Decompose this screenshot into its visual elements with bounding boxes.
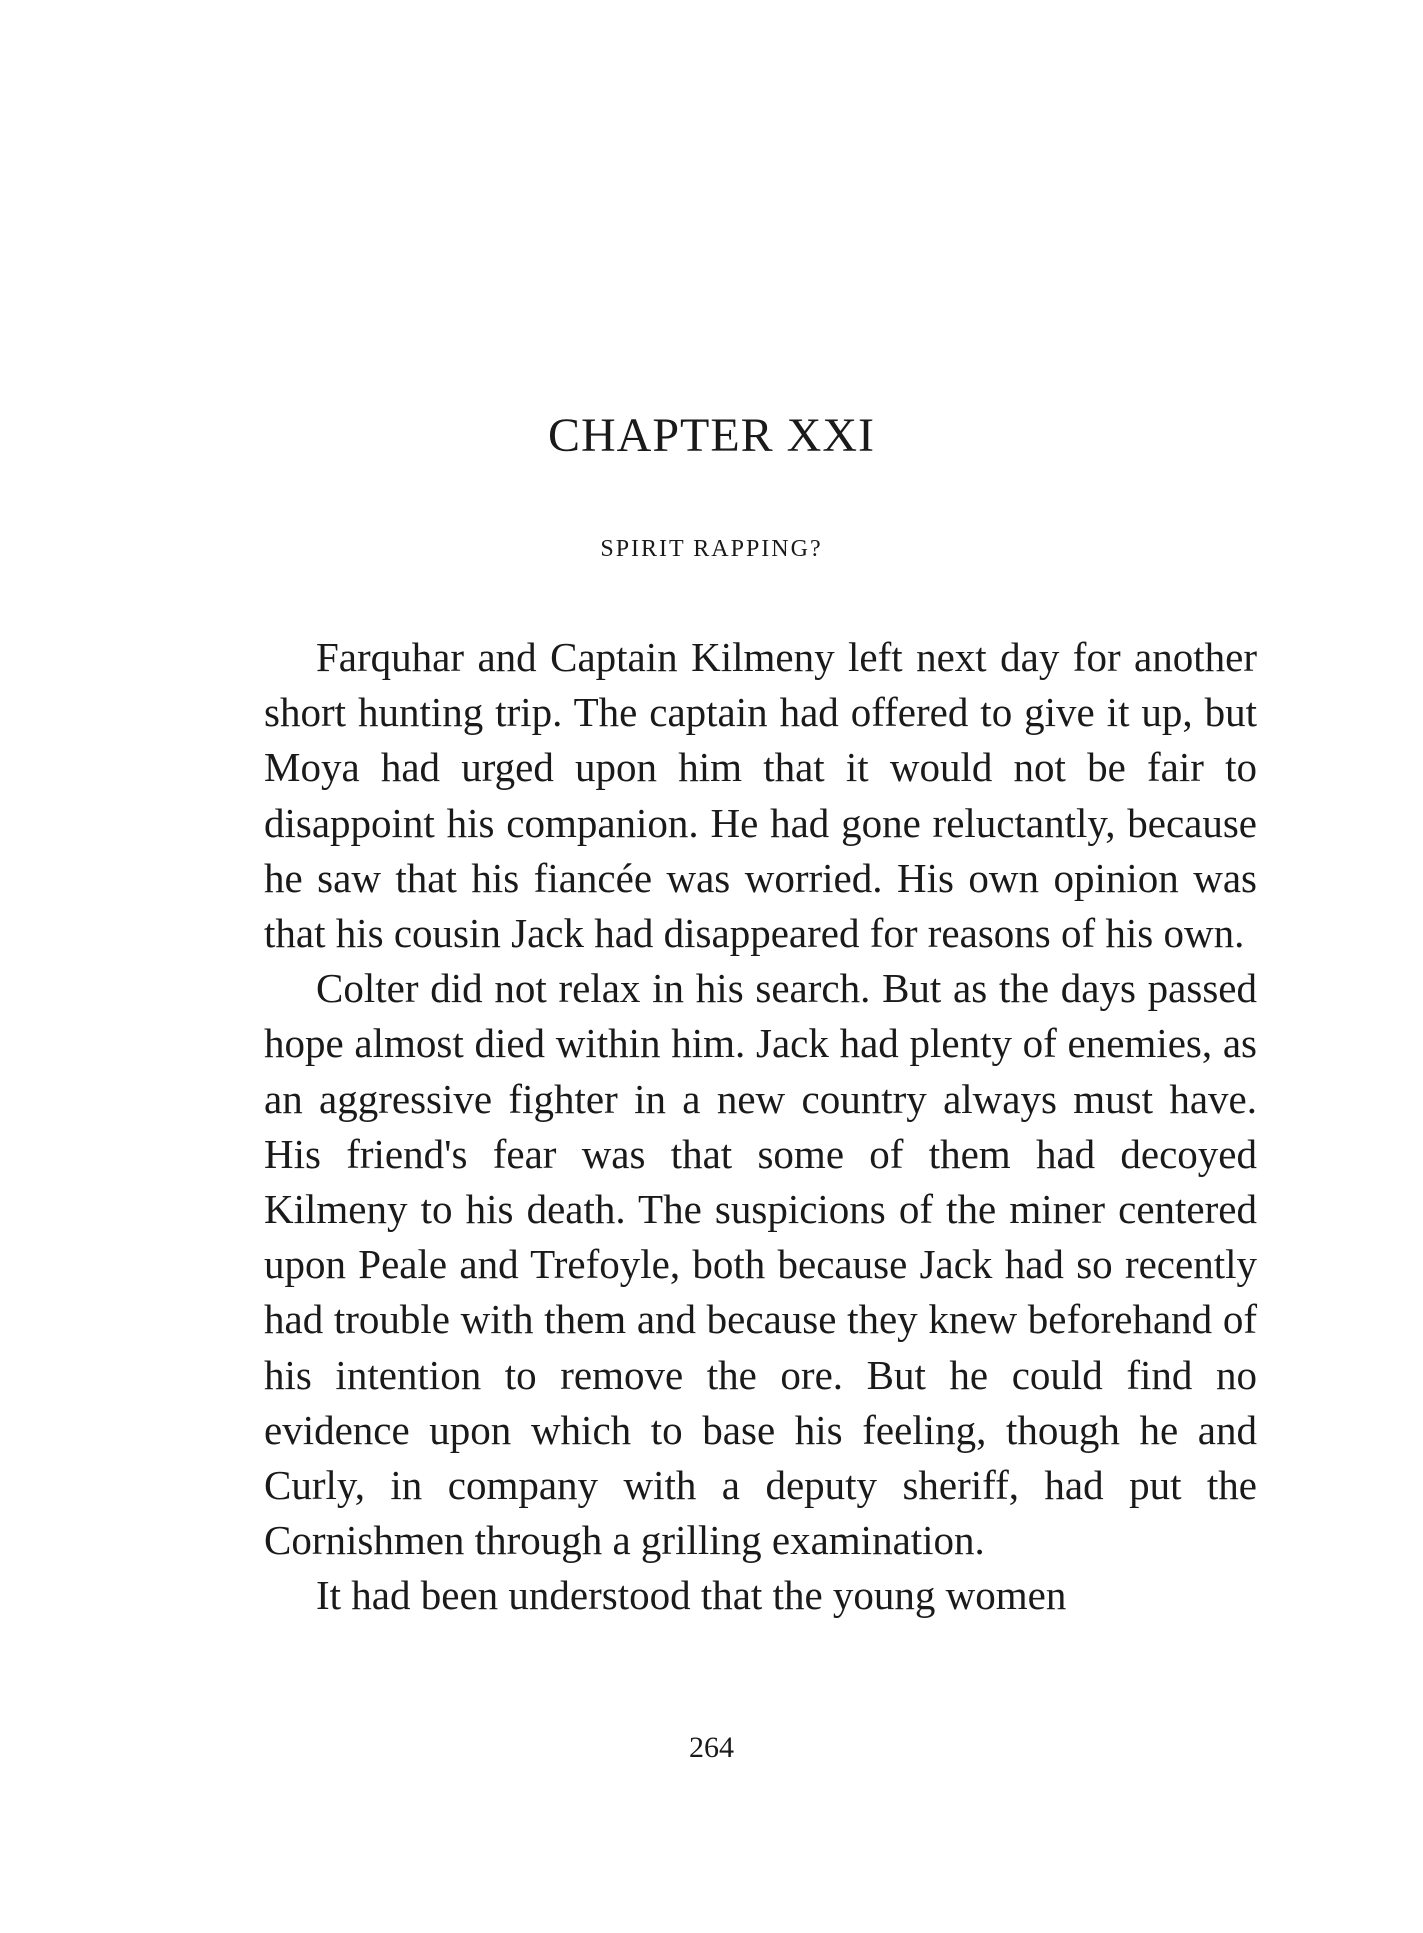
paragraph: Farquhar and Captain Kilmeny left next day for another short hunting trip. The captain had offered to give it up, but Moya had urged upon him that it would not be fair to disappoint his companion. He had gone reluctantly, because he saw that his fiancée was worried. His own opinion was that his cousin Jack had disappeared for reasons of his own.	[264, 634, 1257, 957]
chapter-title: CHAPTER XXI	[547, 409, 875, 462]
page-number: 264	[689, 1731, 734, 1764]
chapter-subtitle: SPIRIT RAPPING?	[600, 536, 823, 562]
paragraph: It had been understood that the young women	[316, 1572, 1067, 1619]
body-text	[264, 630, 1257, 1624]
paragraph: Colter did not relax in his search. But as the days passed hope almost died within him. Jack had plenty of enemies, as an aggressive fighter in a new country always must have. His friend's fear was that some of them had decoyed Kilmeny to his death. The suspicions of the miner centered upon Peale and Trefoyle, both because Jack had so recently had trouble with them and because they knew beforehand of his intention to remove the ore. But he could find no evidence upon which to base his feeling, though he and Curly, in company with a deputy sheriff, had put the Cornishmen through a grilling examination.	[264, 965, 1257, 1564]
